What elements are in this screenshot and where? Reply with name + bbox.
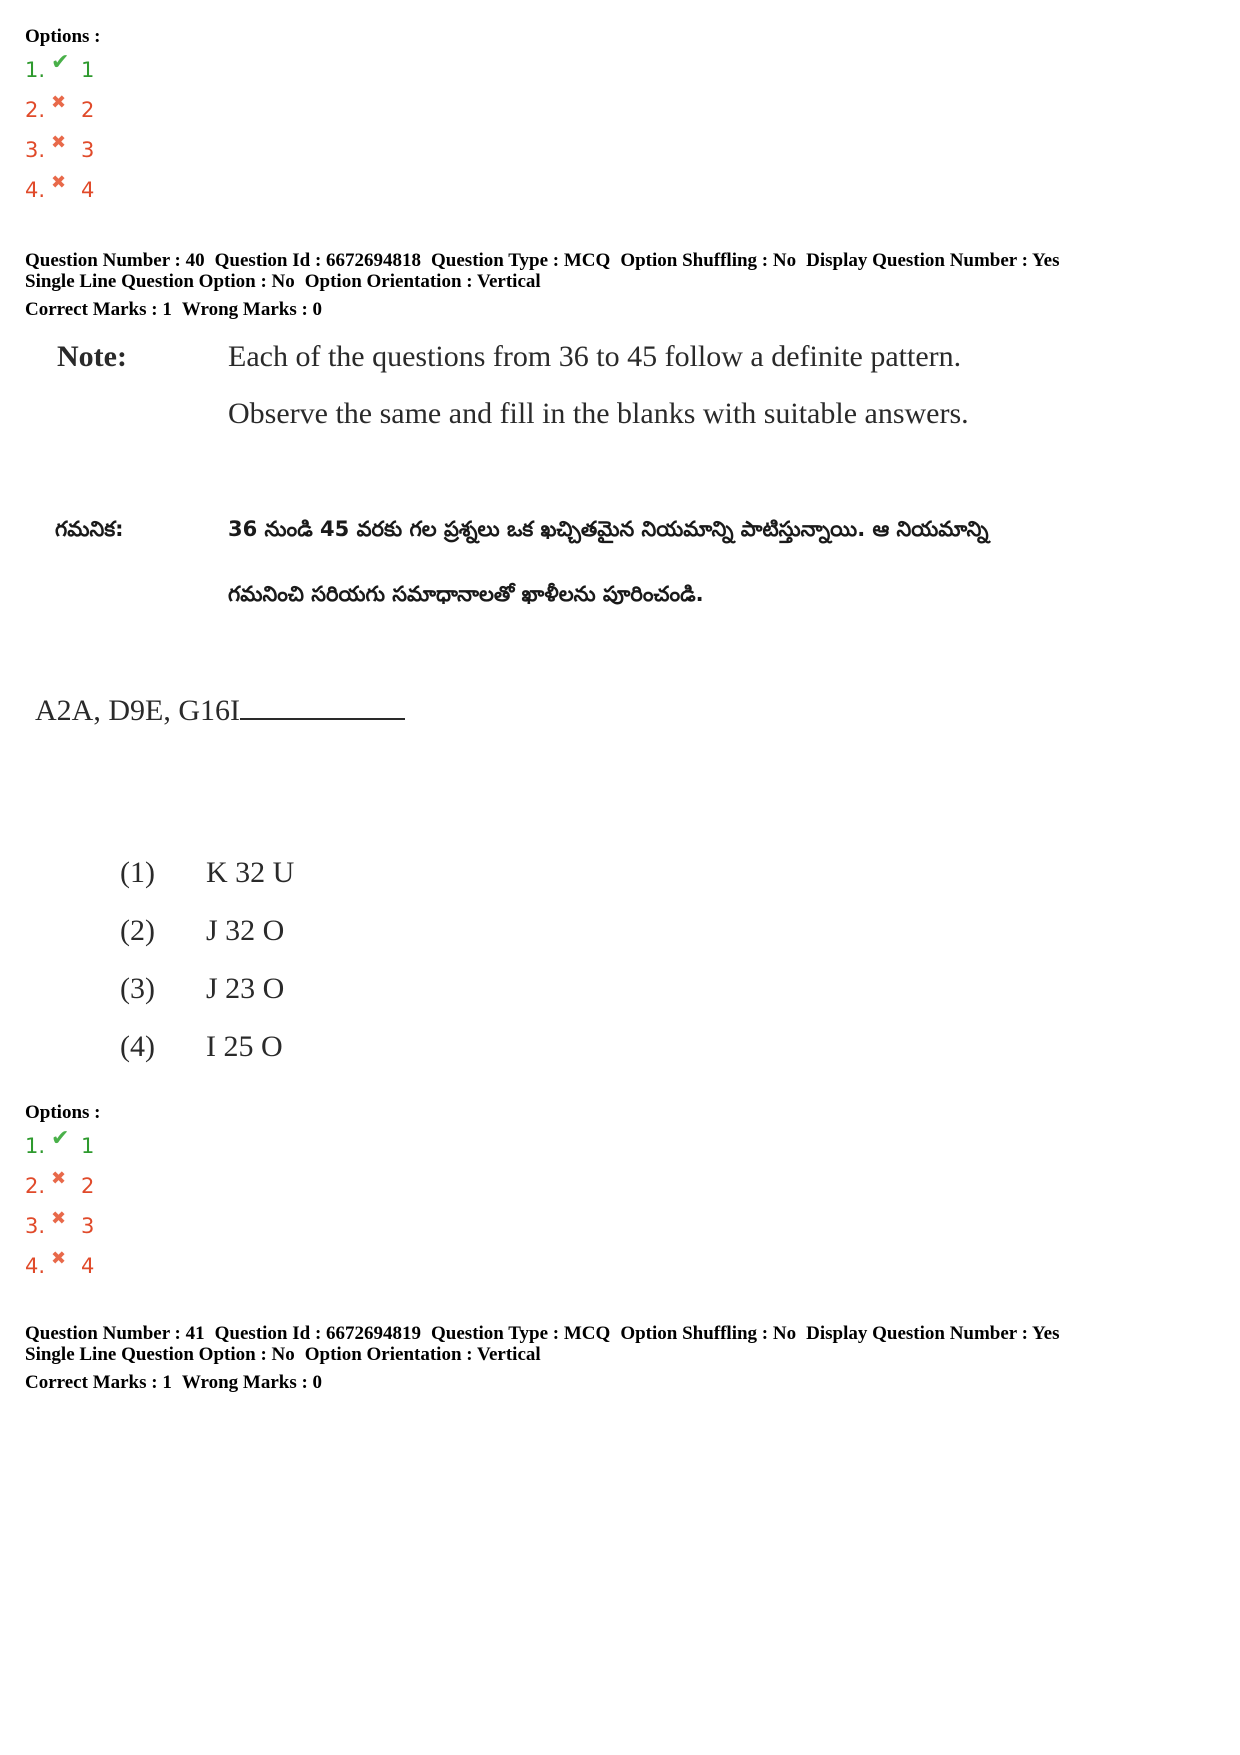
display-question-number: Display Question Number : Yes: [806, 250, 1060, 271]
option-row: [25, 92, 95, 128]
answer-choice: [120, 972, 294, 1030]
correct-marks: Correct Marks : 1: [25, 299, 172, 320]
single-line-option: Single Line Question Option : No: [25, 1344, 295, 1365]
wrong-marks: Wrong Marks : 0: [181, 1372, 323, 1393]
cross-icon: ✖: [51, 132, 67, 153]
check-icon: ✔: [51, 50, 70, 75]
option-number: 2.: [25, 98, 46, 122]
choice-text: J 23 O: [206, 972, 285, 1005]
option-shuffling: Option Shuffling : No: [620, 250, 797, 271]
option-row: [25, 1126, 95, 1164]
options-list: [25, 1126, 95, 1284]
option-number: 4.: [25, 1254, 46, 1278]
correct-marks: Correct Marks : 1: [25, 1372, 172, 1393]
options-list: [25, 50, 95, 208]
note-line-2: Observe the same and fill in the blanks with suitable answers.: [228, 397, 969, 430]
choice-text: K 32 U: [206, 856, 295, 889]
option-value: 4: [81, 1254, 95, 1278]
note-line-1: Each of the questions from 36 to 45 follow a definite pattern.: [228, 340, 962, 373]
check-icon: ✔: [51, 1126, 70, 1151]
meta-line-1: [25, 1323, 1069, 1344]
choice-label: (2): [120, 914, 155, 947]
option-row: [25, 172, 95, 208]
option-number: 1.: [25, 1134, 46, 1158]
option-value: 3: [81, 138, 95, 162]
choice-label: (4): [120, 1030, 155, 1063]
option-row: [25, 132, 95, 168]
option-value: 1: [81, 58, 95, 82]
answer-choice: [120, 914, 294, 972]
option-value: 2: [81, 1174, 95, 1198]
meta-line-2: [25, 1344, 1069, 1365]
meta-line-2: [25, 271, 1069, 292]
choice-text: J 32 O: [206, 914, 285, 947]
question-id: Question Id : 6672694818: [214, 250, 422, 271]
question-type: Question Type : MCQ: [431, 250, 611, 271]
question-number: Question Number : 41: [25, 1323, 205, 1344]
option-row: [25, 1208, 95, 1244]
cross-icon: ✖: [51, 1168, 67, 1189]
choice-label: (3): [120, 972, 155, 1005]
note-label: Note:: [57, 340, 127, 373]
option-shuffling: Option Shuffling : No: [620, 1323, 797, 1344]
question-type: Question Type : MCQ: [431, 1323, 611, 1344]
option-number: 4.: [25, 178, 46, 202]
option-value: 2: [81, 98, 95, 122]
question-series: [35, 692, 405, 728]
display-question-number: Display Question Number : Yes: [806, 1323, 1060, 1344]
question-id: Question Id : 6672694819: [214, 1323, 422, 1344]
question-number: Question Number : 40: [25, 250, 205, 271]
option-value: 1: [81, 1134, 95, 1158]
question-marks: [25, 299, 332, 320]
option-value: 3: [81, 1214, 95, 1238]
option-row: [25, 1168, 95, 1204]
answer-blank: [240, 692, 405, 720]
answer-choice: [120, 856, 294, 914]
option-orientation: Option Orientation : Vertical: [304, 1344, 541, 1365]
telugu-note-line-2: గమనించి సరియగు సమాధానాలతో ఖాళీలను పూరించండి.: [228, 582, 704, 606]
wrong-marks: Wrong Marks : 0: [181, 299, 323, 320]
telugu-note-label: గమనిక:: [55, 517, 124, 541]
options-heading: Options :: [25, 26, 101, 47]
option-row: [25, 50, 95, 88]
telugu-note-line-1: 36 నుండి 45 వరకు గల ప్రశ్నలు ఒక ఖచ్చితమైన నియమాన్ని పాటిస్తున్నాయి. ఆ నియమాన్ని: [228, 517, 989, 541]
answer-choice: [120, 1030, 294, 1088]
cross-icon: ✖: [51, 1208, 67, 1229]
answer-choices: [120, 856, 294, 1088]
choice-text: I 25 O: [206, 1030, 283, 1063]
option-number: 3.: [25, 1214, 46, 1238]
question-meta: [25, 250, 1069, 292]
option-number: 1.: [25, 58, 46, 82]
meta-line-1: [25, 250, 1069, 271]
cross-icon: ✖: [51, 92, 67, 113]
option-row: [25, 1248, 95, 1284]
option-orientation: Option Orientation : Vertical: [304, 271, 541, 292]
cross-icon: ✖: [51, 172, 67, 193]
option-number: 3.: [25, 138, 46, 162]
question-meta: [25, 1323, 1069, 1365]
options-heading: Options :: [25, 1102, 101, 1123]
option-number: 2.: [25, 1174, 46, 1198]
cross-icon: ✖: [51, 1248, 67, 1269]
option-value: 4: [81, 178, 95, 202]
question-marks: [25, 1372, 332, 1393]
choice-label: (1): [120, 856, 155, 889]
series-text: A2A, D9E, G16I: [35, 694, 240, 727]
single-line-option: Single Line Question Option : No: [25, 271, 295, 292]
